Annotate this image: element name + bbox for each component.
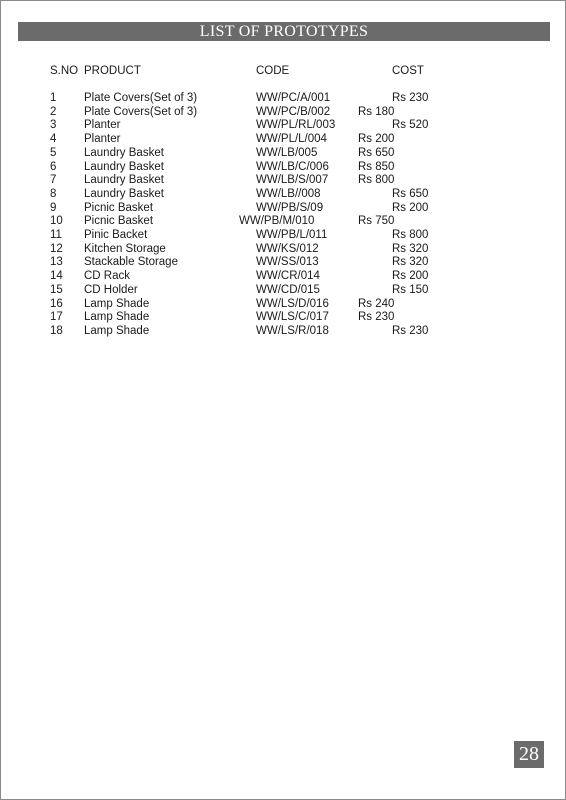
- row-code: WW/KS/012: [256, 242, 319, 255]
- row-cost: Rs 240: [358, 297, 395, 310]
- row-product: Laundry Basket: [84, 146, 164, 159]
- row-code: WW/PC/A/001: [256, 92, 331, 104]
- table-row: [1, 132, 566, 146]
- row-cost: Rs 230: [358, 311, 395, 324]
- row-product: Picnic Basket: [84, 215, 154, 228]
- row-code: WW/PB/S/09: [256, 201, 324, 214]
- row-product: CD Holder: [84, 283, 138, 296]
- row-product: Plate Covers(Set of 3): [84, 105, 198, 118]
- row-code: WW/PC/B/002: [256, 105, 331, 118]
- table-row: [1, 173, 566, 187]
- table-row: [1, 118, 566, 132]
- row-sno: 15: [50, 283, 63, 296]
- table-header-row: [1, 64, 566, 78]
- table-row: [1, 146, 566, 160]
- row-product: CD Rack: [84, 270, 131, 283]
- table-row: [1, 187, 566, 201]
- page-title: LIST OF PROTOTYPES: [18, 22, 550, 41]
- row-product: Picnic Basket: [84, 201, 154, 214]
- row-code: WW/LB/C/006: [256, 160, 329, 173]
- row-cost: Rs 650: [358, 146, 395, 159]
- row-product: Pinic Backet: [84, 229, 148, 241]
- row-code: WW/PL/L/004: [256, 133, 327, 146]
- table-row: [1, 283, 566, 297]
- row-cost: Rs 230: [392, 92, 429, 104]
- row-cost: Rs 650: [392, 187, 429, 200]
- row-code: WW/LS/D/016: [256, 297, 329, 310]
- row-cost: Rs 150: [392, 283, 429, 296]
- row-code: WW/LB/005: [256, 146, 318, 159]
- row-cost: Rs 320: [392, 256, 429, 269]
- row-code: WW/PL/RL/003: [256, 119, 336, 132]
- row-sno: 9: [50, 201, 57, 214]
- row-product: Lamp Shade: [84, 324, 150, 337]
- row-cost: Rs 850: [358, 160, 395, 173]
- row-cost: Rs 200: [392, 201, 429, 214]
- row-code: WW/CR/014: [256, 270, 320, 283]
- row-product: Plate Covers(Set of 3): [84, 92, 198, 104]
- row-sno: 8: [50, 187, 57, 200]
- row-code: WW/LB/S/007: [256, 174, 329, 187]
- row-cost: Rs 520: [392, 119, 429, 132]
- row-code: WW/LS/R/018: [256, 324, 329, 337]
- row-code: WW/LS/C/017: [256, 311, 329, 324]
- row-product: Planter: [84, 133, 121, 146]
- header-product: PRODUCT: [84, 65, 141, 77]
- row-sno: 17: [50, 311, 63, 324]
- table-row: [1, 324, 566, 338]
- row-code: WW/CD/015: [256, 283, 320, 296]
- table-row: [1, 91, 566, 105]
- table-row: [1, 269, 566, 283]
- row-sno: 18: [50, 324, 63, 337]
- row-product: Planter: [84, 119, 121, 132]
- row-sno: 6: [50, 160, 57, 173]
- row-sno: 13: [50, 256, 63, 269]
- row-product: Stackable Storage: [84, 256, 178, 269]
- row-sno: 5: [50, 146, 57, 159]
- row-product: Laundry Basket: [84, 174, 164, 187]
- row-cost: Rs 230: [392, 324, 429, 337]
- row-code: WW/SS/013: [256, 256, 319, 269]
- row-product: Laundry Basket: [84, 187, 164, 200]
- row-sno: 16: [50, 297, 63, 310]
- table-row: [1, 228, 566, 242]
- row-code: WW/PB/L/011: [256, 229, 328, 241]
- table-row: [1, 242, 566, 256]
- row-sno: 2: [50, 105, 57, 118]
- row-cost: Rs 200: [358, 133, 395, 146]
- row-code: WW/LB//008: [256, 187, 321, 200]
- row-cost: Rs 180: [358, 105, 395, 118]
- table-row: [1, 105, 566, 119]
- table-row: [1, 297, 566, 311]
- row-sno: 4: [50, 133, 57, 146]
- row-sno: 10: [50, 215, 63, 228]
- row-product: Laundry Basket: [84, 160, 164, 173]
- row-sno: 3: [50, 119, 57, 132]
- row-cost: Rs 800: [392, 229, 429, 241]
- row-product: Kitchen Storage: [84, 242, 166, 255]
- page-number: 28: [514, 741, 544, 768]
- table-row: [1, 255, 566, 269]
- row-sno: 7: [50, 174, 57, 187]
- row-sno: 1: [50, 92, 57, 104]
- table-row: [1, 214, 566, 228]
- row-sno: 11: [50, 229, 62, 241]
- row-cost: Rs 750: [358, 215, 395, 228]
- header-sno: S.NO: [50, 65, 79, 77]
- row-code: WW/PB/M/010: [239, 215, 315, 228]
- row-sno: 14: [50, 270, 63, 283]
- table-row: [1, 201, 566, 215]
- row-cost: Rs 320: [392, 242, 429, 255]
- row-product: Lamp Shade: [84, 311, 150, 324]
- table-row: [1, 310, 566, 324]
- row-cost: Rs 200: [392, 270, 429, 283]
- row-sno: 12: [50, 242, 63, 255]
- row-cost: Rs 800: [358, 174, 395, 187]
- row-product: Lamp Shade: [84, 297, 150, 310]
- header-code: CODE: [256, 65, 290, 77]
- header-cost: COST: [392, 65, 424, 77]
- table-row: [1, 160, 566, 174]
